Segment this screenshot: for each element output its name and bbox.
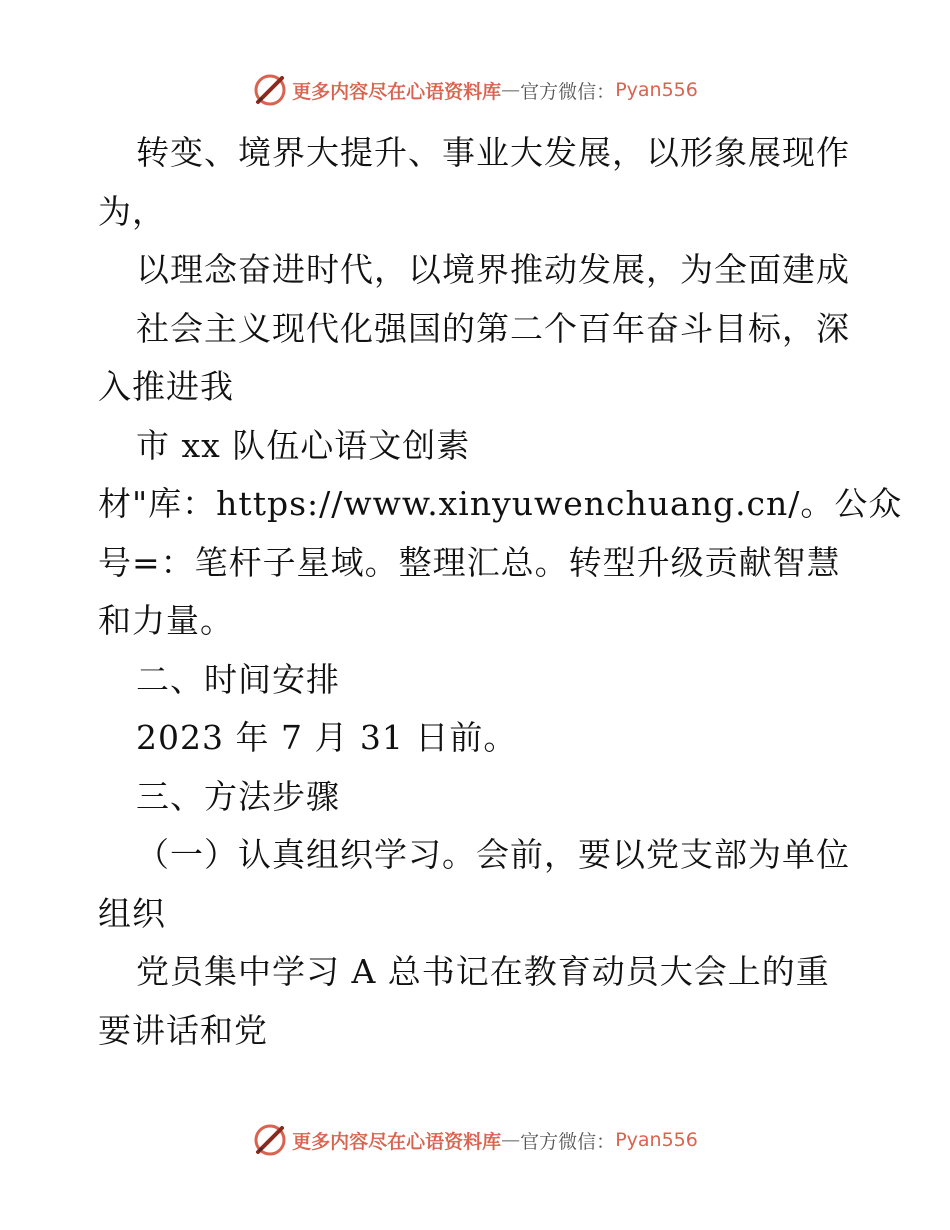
body-line: （一）认真组织学习。会前，要以党支部为单位 — [136, 835, 850, 874]
banner-text: 更多内容尽在心语资料库 — [292, 1130, 502, 1153]
footer-banner — [0, 1120, 950, 1160]
banner-text: 更多内容尽在心语资料库 — [292, 80, 502, 103]
banner-wechat-id: Pyan556 — [615, 79, 698, 101]
banner-dash: — — [501, 79, 521, 101]
section-heading: 三、方法步骤 — [136, 776, 340, 816]
body-line: 组织 — [98, 893, 166, 933]
body-line: 转变、境界大提升、事业大发展，以形象展现作 — [136, 133, 850, 172]
body-line: 入推进我 — [98, 367, 234, 406]
body-line: 2023 年 7 月 31 日前。 — [136, 718, 518, 757]
pen-on-red-circle-icon — [252, 1122, 288, 1158]
body-line: 为， — [98, 191, 166, 231]
body-line: 材"库：https://www.xinyuwenchuang.cn/。公众 — [98, 484, 903, 523]
document-body — [98, 124, 903, 1060]
header-banner — [0, 70, 950, 110]
body-line: 号=：笔杆子星域。整理汇总。转型升级贡献智慧 — [98, 542, 841, 582]
body-line: 和力量。 — [98, 601, 234, 640]
banner-wechat-id: Pyan556 — [615, 1129, 698, 1151]
section-heading: 二、时间安排 — [136, 659, 340, 699]
banner-wechat-label: 官方微信： — [520, 1130, 616, 1153]
pen-on-red-circle-icon — [252, 72, 288, 108]
body-line: 党员集中学习 A 总书记在教育动员大会上的重 — [136, 952, 830, 991]
body-line: 社会主义现代化强国的第二个百年奋斗目标，深 — [136, 308, 850, 348]
banner-wechat-label: 官方微信： — [520, 80, 616, 103]
banner-dash: — — [501, 1129, 521, 1151]
body-line: 要讲话和党 — [98, 1010, 268, 1050]
body-line: 市 xx 队伍心语文创素 — [136, 425, 471, 465]
body-line: 以理念奋进时代，以境界推动发展，为全面建成 — [136, 250, 850, 289]
